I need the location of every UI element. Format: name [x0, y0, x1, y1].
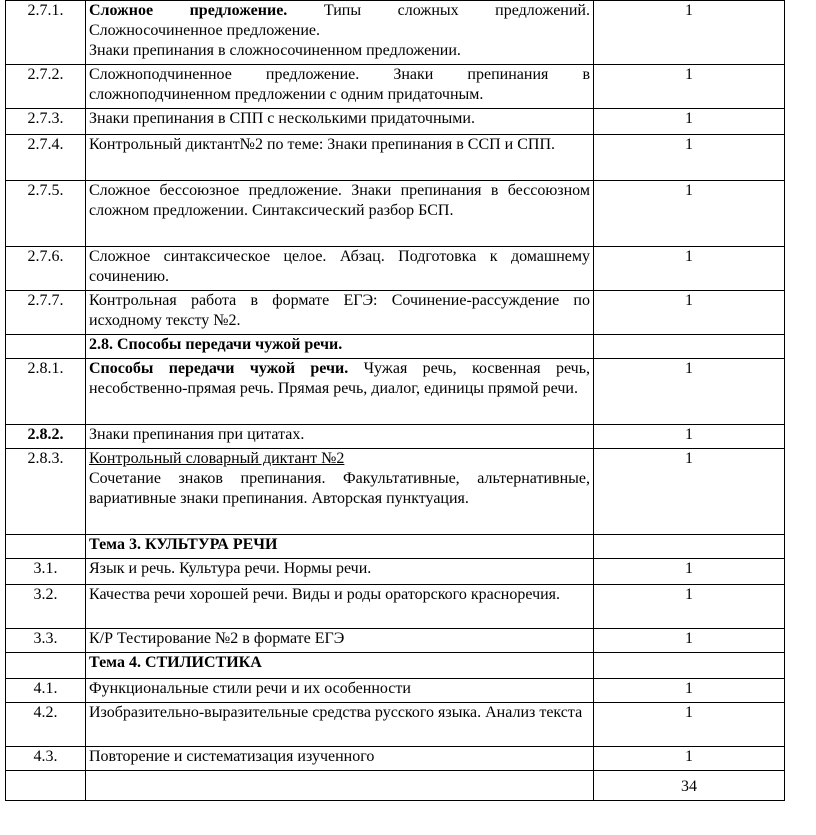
section-row [6, 653, 785, 679]
lesson-topic-text-2: Знаки препинания в сложносочиненном предложении. [89, 42, 461, 59]
lesson-topic: Сложное синтаксическое целое. Абзац. Подготовка к домашнему сочинению. [86, 247, 594, 291]
lesson-hours: 1 [594, 291, 785, 335]
lesson-topic: Функциональные стили речи и их особенности [86, 679, 594, 703]
lesson-hours: 1 [594, 425, 785, 449]
lesson-topic-text: Типы сложных предложений. Сложносочиненное предложение. [89, 2, 590, 39]
lesson-hours: 1 [594, 703, 785, 747]
lesson-topic [86, 1, 594, 65]
lesson-hours: 1 [594, 135, 785, 181]
section-title: Тема 3. КУЛЬТУРА РЕЧИ [86, 535, 594, 559]
lesson-hours: 1 [594, 65, 785, 109]
section-number-cell [6, 335, 86, 359]
lesson-hours: 1 [594, 247, 785, 291]
lesson-hours: 1 [594, 747, 785, 771]
table-row [6, 747, 785, 771]
lesson-topic-text: Сочетание знаков препинания. Факультативные, альтернативные, вариативные знаки препинания. Авторская пунктуация. [89, 470, 590, 507]
page-number: 34 [681, 778, 697, 795]
lesson-topic: Сложное бессоюзное предложение. Знаки препинания в бессоюзном сложном предложении. Синтаксический разбор БСП. [86, 181, 594, 247]
lesson-plan-table [5, 0, 785, 801]
lesson-number: 4.1. [6, 679, 86, 703]
lesson-topic: Повторение и систематизация изученного [86, 747, 594, 771]
section-hours-cell [594, 335, 785, 359]
lesson-number: 2.8.3. [6, 449, 86, 535]
lesson-topic: Знаки препинания при цитатах. [86, 425, 594, 449]
table-row [6, 1, 785, 65]
section-title: 2.8. Способы передачи чужой речи. [86, 335, 594, 359]
lesson-number: 2.7.6. [6, 247, 86, 291]
table-row [6, 703, 785, 747]
lesson-topic: К/Р Тестирование №2 в формате ЕГЭ [86, 629, 594, 653]
lesson-number: 2.7.5. [6, 181, 86, 247]
page-number-cell [594, 771, 785, 801]
lesson-number: 3.3. [6, 629, 86, 653]
footer-empty-cell [86, 771, 594, 801]
section-title: Тема 4. СТИЛИСТИКА [86, 653, 594, 679]
lesson-hours: 1 [594, 559, 785, 585]
lesson-number: 2.7.2. [6, 65, 86, 109]
lesson-number: 3.2. [6, 585, 86, 629]
lesson-topic [86, 359, 594, 425]
table-row [6, 291, 785, 335]
lesson-hours: 1 [594, 109, 785, 135]
table-row [6, 425, 785, 449]
lesson-topic [86, 449, 594, 535]
lesson-hours: 1 [594, 181, 785, 247]
table-row [6, 679, 785, 703]
table-row [6, 65, 785, 109]
section-number-cell [6, 653, 86, 679]
section-hours-cell [594, 653, 785, 679]
lesson-topic: Контрольный диктант№2 по теме: Знаки препинания в ССП и СПП. [86, 135, 594, 181]
lesson-topic-bold: Способы передачи чужой речи. [89, 360, 349, 377]
section-number-cell [6, 535, 86, 559]
lesson-number: 2.7.7. [6, 291, 86, 335]
lesson-topic-text: Чужая речь, косвенная речь, несобственно-прямая речь. Прямая речь, диалог, единицы прямой речи. [89, 360, 591, 397]
table-row [6, 359, 785, 425]
lesson-number: 2.7.4. [6, 135, 86, 181]
lesson-plan-body [6, 1, 785, 801]
lesson-number: 2.8.2. [6, 425, 86, 449]
table-row [6, 109, 785, 135]
lesson-topic-bold: Сложное предложение. [89, 2, 288, 19]
lesson-topic: Контрольная работа в формате ЕГЭ: Сочинение-рассуждение по исходному тексту №2. [86, 291, 594, 335]
table-row [6, 559, 785, 585]
table-row [6, 135, 785, 181]
table-row [6, 247, 785, 291]
lesson-topic: Знаки препинания в СПП с несколькими придаточными. [86, 109, 594, 135]
lesson-hours: 1 [594, 585, 785, 629]
lesson-number: 2.7.3. [6, 109, 86, 135]
lesson-topic: Язык и речь. Культура речи. Нормы речи. [86, 559, 594, 585]
table-row [6, 181, 785, 247]
section-row [6, 535, 785, 559]
table-row [6, 585, 785, 629]
lesson-topic-underlined: Контрольный словарный диктант №2 [89, 450, 345, 467]
section-row [6, 335, 785, 359]
section-hours-cell [594, 535, 785, 559]
footer-empty-cell [6, 771, 86, 801]
footer-row [6, 771, 785, 801]
table-row [6, 629, 785, 653]
lesson-topic: Сложноподчиненное предложение. Знаки препинания в сложноподчиненном предложении с одним придаточным. [86, 65, 594, 109]
lesson-number: 2.8.1. [6, 359, 86, 425]
lesson-hours: 1 [594, 1, 785, 65]
table-row [6, 449, 785, 535]
lesson-number: 2.7.1. [6, 1, 86, 65]
lesson-topic: Качества речи хорошей речи. Виды и роды ораторского красноречия. [86, 585, 594, 629]
lesson-number: 3.1. [6, 559, 86, 585]
lesson-topic: Изобразительно-выразительные средства русского языка. Анализ текста [86, 703, 594, 747]
lesson-number: 4.3. [6, 747, 86, 771]
lesson-hours: 1 [594, 629, 785, 653]
lesson-number: 4.2. [6, 703, 86, 747]
lesson-hours: 1 [594, 679, 785, 703]
lesson-hours: 1 [594, 359, 785, 425]
lesson-hours: 1 [594, 449, 785, 535]
